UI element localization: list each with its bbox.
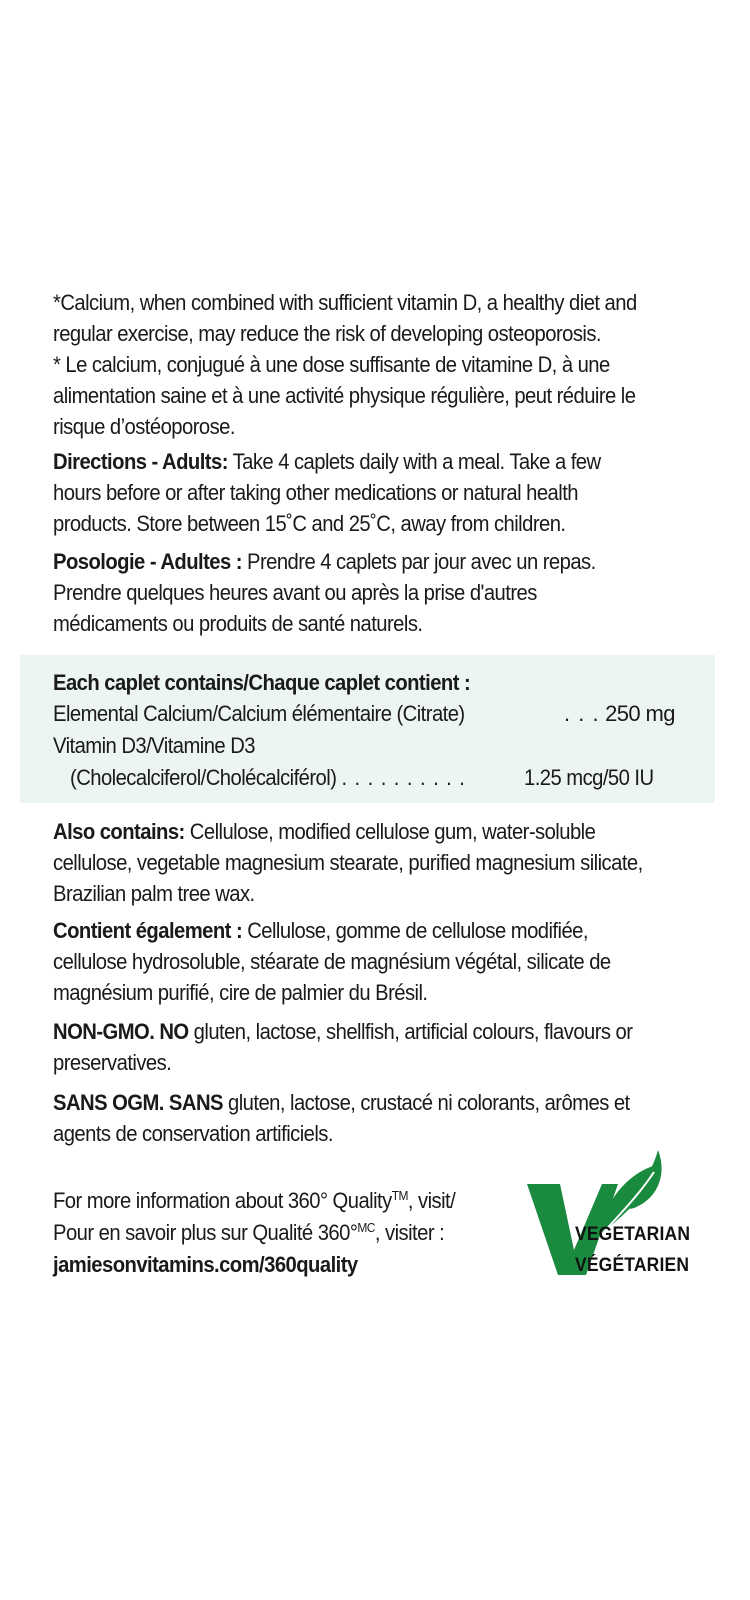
- vitamin-d-row-name: Vitamin D3/Vitamine D3: [53, 733, 255, 758]
- calcium-claim-fr: * Le calcium, conjugué à une dose suffisante de vitamine D, à une alimentation saine et à une activité physique régulière, peut réduire le risque d’ostéoporose.: [53, 352, 636, 439]
- free-from-en-label: NON-GMO. NO: [53, 1019, 189, 1044]
- directions-fr-label: Posologie - Adultes :: [53, 549, 242, 574]
- also-contains-fr-label: Contient également :: [53, 918, 243, 943]
- vegetarian-label-en: VEGETARIAN: [575, 1224, 691, 1245]
- ingredients-heading: Each caplet contains/Chaque caplet contient :: [53, 670, 471, 695]
- directions-fr: [53, 546, 651, 639]
- directions-en: [53, 446, 651, 539]
- quality-line-en: For more information about 360° Quality™, visit/: [53, 1188, 456, 1213]
- vitamin-d-subname: (Cholecalciferol/Cholécalciférol) . . . . . . . . . .: [70, 765, 466, 790]
- calcium-row-name: Elemental Calcium/Calcium élémentaire (Citrate): [53, 701, 465, 726]
- directions-fr-text: Prendre 4 caplets par jour avec un repas. Prendre quelques heures avant ou après la prise d'autres médicaments ou produits de santé naturels.: [53, 549, 596, 636]
- also-contains-fr: Contient également : Cellulose, gomme de cellulose modifiée, cellulose hydrosoluble, stéarate de magnésium végétal, silicate de magnésium purifié, cire de palmier du Brésil.: [53, 918, 611, 1005]
- quality-line-fr: Pour en savoir plus sur Qualité 360°$^{MC}$, visiter :: [53, 1220, 445, 1245]
- also-contains-en: Also contains: Cellulose, modified cellulose gum, water-soluble cellulose, vegetable magnesium stearate, purified magnesium silicate, Brazilian palm tree wax.: [53, 819, 643, 906]
- also-contains-en-label: Also contains:: [53, 819, 185, 844]
- directions-en-text: Take 4 caplets daily with a meal. Take a few hours before or after taking other medications or natural health products. Store between 15˚C and 25˚C, away from children.: [53, 449, 601, 536]
- quality-url[interactable]: jamiesonvitamins.com/360quality: [53, 1252, 358, 1277]
- vitamin-d-amount: 1.25 mcg/50 IU: [524, 765, 654, 790]
- calcium-claim-en: *Calcium, when combined with sufficient vitamin D, a healthy diet and regular exercise, may reduce the risk of developing osteoporosis.: [53, 290, 637, 346]
- free-from-fr: SANS OGM. SANS gluten, lactose, crustacé ni colorants, arômes et agents de conservation artificiels.: [53, 1090, 630, 1146]
- vegetarian-label-fr: VÉGÉTARIEN: [575, 1255, 690, 1276]
- calcium-row-amount: . . . 250 mg: [564, 701, 675, 726]
- directions-en-label: Directions - Adults:: [53, 449, 228, 474]
- free-from-en: NON-GMO. NO gluten, lactose, shellfish, artificial colours, flavours or preservatives.: [53, 1019, 633, 1075]
- free-from-fr-label: SANS OGM. SANS: [53, 1090, 223, 1115]
